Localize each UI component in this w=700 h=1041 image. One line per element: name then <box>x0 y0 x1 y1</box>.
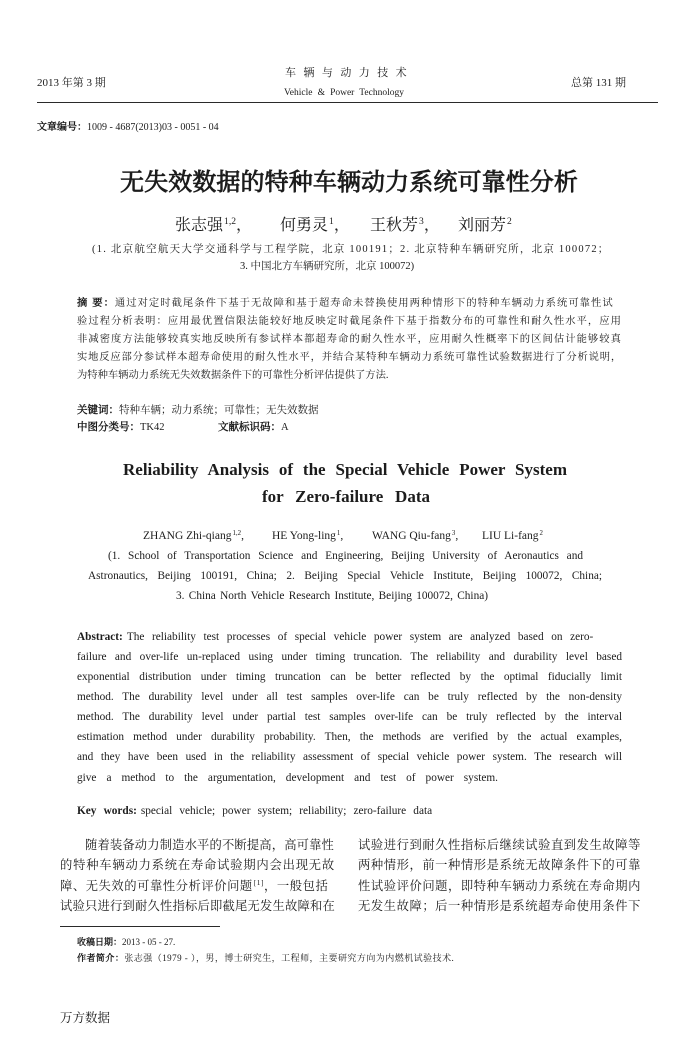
author-affiliation-mark: 2 <box>507 216 512 228</box>
author-cn <box>175 216 252 238</box>
keywords-cn-value: 特种车辆；动力系统；可靠性；无失效数据 <box>119 405 319 416</box>
author-affiliation-mark: 1,2 <box>224 216 237 228</box>
classification-label: 中图分类号： <box>77 421 140 433</box>
author-name: 刘丽芳 <box>458 217 507 234</box>
classification-code <box>77 420 165 435</box>
affiliation-cn-line: 3. 中国北方车辆研究所，北京 100072) <box>240 261 415 272</box>
author-cn <box>458 216 512 238</box>
author-separator: , <box>340 530 344 542</box>
body-line: 试验只进行到耐久性指标后即截尾无发生故障和在 <box>60 899 335 913</box>
affiliation-cn-line: (1. 北京航空航天大学交通科学与工程学院，北京 100191；2. 北京特种车辆研究所，北京 100072； <box>92 244 610 255</box>
classification-value: TK42 <box>140 422 165 433</box>
total-issue-number: 总第 131 期 <box>571 77 626 89</box>
author-name: 王秋芳 <box>370 217 419 234</box>
author-bio <box>77 952 458 964</box>
citation-ref: [1] <box>253 878 265 888</box>
author-name: HE Yong-ling <box>272 530 336 542</box>
author-en <box>272 529 343 545</box>
abstract-en-line: and they have been used in the reliability assessment of special vehicle power system. The research will <box>77 751 622 763</box>
article-number-value: 1009 - 4687(2013)03 - 0051 - 04 <box>87 122 219 133</box>
affiliation-en-line: (1. School of Transportation Science and Engineering, Beijing University of Aeronautics and <box>108 550 583 562</box>
abstract-cn-line: 为特种车辆动力系统无失效数据条件下的可靠性分析评估提供了方法. <box>77 370 389 381</box>
body-line: 的特种车辆动力系统在寿命试验期内会出现无故 <box>60 858 335 872</box>
author-separator: ， <box>333 217 350 234</box>
database-watermark: 万方数据 <box>60 1011 111 1025</box>
abstract-cn-line: 非减密度方法能够较真实地反映所有参试样本都超寿命的耐久性水平，应用耐久性概率下的区间估计能够较真 <box>77 334 622 345</box>
abstract-cn-line: 验过程分析表明：应用最优置信限法能较好地反映定时截尾条件下基于指数分布的可靠性和耐久性水平，应用 <box>77 316 622 327</box>
author-separator: ， <box>423 217 440 234</box>
author-bio-value: 张志强（1979 - ），男，博士研究生，工程师，主要研究方向为内燃机试验技术. <box>124 953 455 963</box>
abstract-en-line: exponential distribution under timing truncation can be better reflected by the optimal fiducially limit <box>77 671 622 683</box>
affiliation-en-line: 3. China North Vehicle Research Institute, Beijing 100072, China) <box>176 590 488 602</box>
author-affiliation-mark: 1,2 <box>232 529 242 537</box>
keywords-cn-label: 关键词： <box>77 404 119 416</box>
abstract-cn-label: 摘 要： <box>77 298 115 309</box>
document-code-label: 文献标识码： <box>218 421 281 433</box>
header-rule <box>37 102 658 103</box>
author-affiliation-mark: 1 <box>336 529 341 537</box>
author-separator: , <box>455 530 459 542</box>
body-line: 随着装备动力制造水平的不断提高，高可靠性 <box>85 838 334 852</box>
page-title-en-line: Reliability Analysis of the Special Vehicle Power System <box>123 460 567 479</box>
author-bio-label: 作者简介： <box>77 953 125 963</box>
affiliation-en-line: Astronautics, Beijing 100191, China; 2. Beijing Special Vehicle Institute, Beijing 100072, China; <box>88 570 602 582</box>
author-en <box>372 529 458 545</box>
article-number-label: 文章编号： <box>37 122 87 133</box>
author-affiliation-mark: 1 <box>329 216 334 228</box>
article-number <box>37 121 219 135</box>
journal-title-cn: 车 辆 与 动 力 技 术 <box>285 67 409 79</box>
body-text: ，一般包括 <box>264 879 329 893</box>
author-separator: ， <box>236 217 253 234</box>
received-date-value: 2013 - 05 - 27. <box>122 937 176 947</box>
abstract-en-label: Abstract: <box>77 631 123 643</box>
body-text: 障、无失效的可靠性分析评价问题 <box>60 879 253 893</box>
body-line: 试验进行到耐久性指标后继续试验直到发生故障等 <box>358 838 641 852</box>
document-code <box>218 420 289 435</box>
author-name: 何勇灵 <box>280 217 329 234</box>
received-date <box>77 936 175 948</box>
author-name: ZHANG Zhi-qiang <box>143 530 232 542</box>
abstract-en-text: The reliability test processes of special vehicle power system are analyzed based on zero- <box>126 631 594 643</box>
keywords-cn <box>77 403 319 418</box>
author-affiliation-mark: 3 <box>451 529 456 537</box>
abstract-en-line <box>77 629 622 645</box>
author-cn <box>280 216 350 238</box>
issue-number: 2013 年第 3 期 <box>37 77 106 89</box>
abstract-cn-text: 通过对定时截尾条件下基于无故障和基于超寿命未替换使用两种情形下的特种车辆动力系统可靠性试 <box>114 298 614 309</box>
journal-title-en: Vehicle & Power Technology <box>284 88 404 98</box>
abstract-en-line: failure and over-life un-replaced using under timing truncation. The reliability and durability level based <box>77 651 622 663</box>
page-title-cn: 无失效数据的特种车辆动力系统可靠性分析 <box>120 169 578 196</box>
author-name: LIU Li-fang <box>482 530 539 542</box>
author-separator: , <box>241 530 244 542</box>
author-en <box>143 529 244 545</box>
author-name: WANG Qiu-fang <box>372 530 451 542</box>
abstract-en-line: estimation method under durability probability. Then, the methods are verified by the actual examples, <box>77 731 622 743</box>
body-line: 两种情形，前一种情形是系统无故障条件下的可靠 <box>358 858 641 872</box>
footnote-rule <box>60 926 220 927</box>
abstract-en-line: method. The durability level under partial test samples over-life can be truly reflected by the interval <box>77 711 622 723</box>
body-line <box>60 878 335 896</box>
keywords-en-value: special vehicle; power system; reliability; zero-failure data <box>140 805 433 817</box>
author-name: 张志强 <box>175 217 224 234</box>
author-affiliation-mark: 2 <box>539 529 543 537</box>
received-date-label: 收稿日期： <box>77 937 123 947</box>
abstract-cn-line: 实地反应部分参试样本超寿命使用的耐久性水平，并结合某特种车辆动力系统可靠性试验数据进行了分析说明， <box>77 352 622 363</box>
keywords-en <box>77 803 458 819</box>
author-affiliation-mark: 3 <box>419 216 424 228</box>
document-code-value: A <box>281 422 289 433</box>
abstract-en-line: method. The durability level under all test samples over-life can be truly reflected by the non-density <box>77 691 622 703</box>
keywords-en-label: Key words: <box>77 805 137 817</box>
author-cn <box>370 216 440 238</box>
abstract-cn-line <box>77 296 622 312</box>
abstract-en-line: give a method to the argumentation, development and test of power system. <box>77 772 498 784</box>
body-line: 无发生故障；后一种情形是系统超寿命使用条件下 <box>358 899 641 913</box>
body-line: 性试验评价问题，即特种车辆动力系统在寿命期内 <box>358 879 641 893</box>
page-title-en-line: for Zero-failure Data <box>262 487 430 506</box>
author-en <box>482 529 543 545</box>
